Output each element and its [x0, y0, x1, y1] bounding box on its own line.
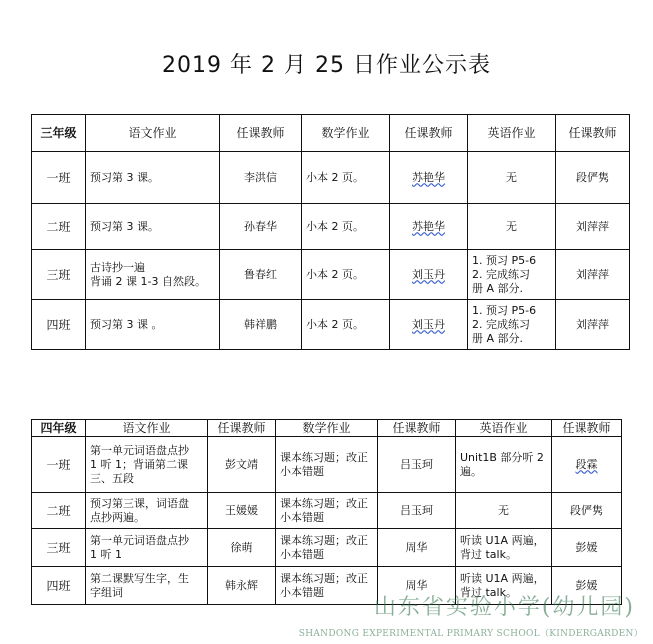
table-row	[32, 300, 630, 350]
english-homework-cell	[456, 567, 552, 605]
cell-line: 1. 预习 P5-6	[472, 303, 537, 317]
class-cell	[32, 529, 86, 567]
table-row	[32, 567, 622, 605]
math-homework-cell	[276, 567, 378, 605]
cell-text: 彭媛	[575, 540, 598, 554]
grade-header: 三年级	[32, 115, 86, 152]
cell-text: 李洪信	[244, 170, 277, 184]
english-teacher-cell	[556, 250, 630, 300]
column-header: 语文作业	[86, 420, 208, 437]
chinese-teacher-cell	[220, 300, 302, 350]
column-header: 任课教师	[208, 420, 276, 437]
cell-line: 小本错题	[280, 510, 324, 524]
math-teacher-cell	[378, 567, 456, 605]
math-teacher-cell	[390, 250, 468, 300]
cell-text: 一班	[46, 170, 71, 185]
cell-line: 2. 完成练习	[472, 317, 530, 331]
cell-text: 无	[498, 503, 509, 517]
english-teacher-cell	[552, 493, 622, 529]
grade-header: 四年级	[32, 420, 86, 437]
cell-line: 册 A 部分.	[472, 281, 524, 295]
chinese-teacher-cell	[220, 204, 302, 250]
english-homework-cell	[468, 250, 556, 300]
cell-line: 点抄两遍。	[90, 510, 145, 524]
math-teacher-cell	[378, 529, 456, 567]
cell-line: 小本错题	[280, 464, 324, 478]
cell-line: 第一单元词语盘点抄	[90, 443, 189, 457]
math-homework-cell	[276, 437, 378, 493]
column-header: 英语作业	[468, 115, 556, 152]
chinese-teacher-cell	[220, 250, 302, 300]
chinese-homework-cell	[86, 152, 220, 204]
cell-line: 三、五段	[90, 471, 134, 485]
english-teacher-cell	[556, 300, 630, 350]
cell-text: 刘萍萍	[576, 267, 609, 281]
math-homework-cell	[302, 152, 390, 204]
chinese-homework-cell	[86, 567, 208, 605]
cell-text: 小本 2 页。	[306, 317, 364, 331]
english-teacher-cell	[552, 529, 622, 567]
cell-line: 古诗抄一遍	[90, 260, 145, 274]
column-header: 数学作业	[302, 115, 390, 152]
math-homework-cell	[302, 300, 390, 350]
class-cell	[32, 493, 86, 529]
math-teacher-cell	[390, 152, 468, 204]
class-cell	[32, 437, 86, 493]
cell-line: 1 听 1	[90, 547, 122, 561]
cell-line: 课本练习题；改正	[280, 450, 368, 464]
cell-line: 小本错题	[280, 547, 324, 561]
cell-text: 吕玉珂	[400, 457, 433, 471]
cell-text: 三班	[46, 267, 71, 282]
cell-text: 吕玉珂	[400, 503, 433, 517]
cell-text: 苏艳华	[412, 219, 445, 233]
cell-text: 小本 2 页。	[306, 267, 364, 281]
english-teacher-cell	[552, 567, 622, 605]
english-homework-cell	[468, 152, 556, 204]
cell-text: 刘玉丹	[412, 267, 445, 281]
cell-text: 段俨隽	[576, 170, 609, 184]
cell-text: 苏艳华	[412, 170, 445, 184]
cell-line: 课本练习题；改正	[280, 496, 368, 510]
cell-text: 一班	[46, 457, 71, 472]
cell-line: 第二课默写生字，生	[90, 571, 189, 585]
english-teacher-cell	[552, 437, 622, 493]
class-cell	[32, 567, 86, 605]
cell-text: 韩永辉	[225, 578, 258, 592]
page-title: 2019 年 2 月 25 日作业公示表	[162, 53, 491, 78]
cell-text: 王媛媛	[225, 503, 258, 517]
cell-text: 二班	[46, 219, 71, 234]
cell-line: 背过 talk。	[460, 585, 517, 599]
column-header: 任课教师	[378, 420, 456, 437]
cell-line: 听读 U1A 两遍，	[460, 533, 545, 547]
cell-text: 无	[506, 170, 517, 184]
chinese-homework-cell	[86, 250, 220, 300]
column-header: 任课教师	[556, 115, 630, 152]
cell-text: 周华	[405, 578, 428, 592]
chinese-teacher-cell	[208, 567, 276, 605]
cell-text: 预习第 3 课 。	[90, 317, 163, 331]
table-row	[32, 250, 630, 300]
column-header: 语文作业	[86, 115, 220, 152]
cell-text: 徐萌	[230, 540, 253, 554]
cell-text: 四班	[46, 578, 71, 593]
cell-line: 预习第三课，词语盘	[90, 496, 189, 510]
table-header-row	[32, 420, 622, 437]
table-row	[32, 152, 630, 204]
table-row	[32, 529, 622, 567]
cell-text: 彭媛	[575, 578, 598, 592]
english-teacher-cell	[556, 152, 630, 204]
table-row	[32, 437, 622, 493]
math-teacher-cell	[378, 493, 456, 529]
math-homework-cell	[302, 250, 390, 300]
chinese-teacher-cell	[208, 529, 276, 567]
cell-text: 韩祥鹏	[244, 317, 277, 331]
grade3-homework-table	[31, 114, 630, 350]
watermark-english: SHANDONG EXPERIMENTAL PRIMARY SCHOOL（KINDERGARDEN）	[298, 629, 643, 639]
cell-line: Unit1B 部分听 2	[460, 450, 544, 464]
cell-text: 刘萍萍	[576, 219, 609, 233]
cell-text: 鲁春红	[244, 267, 277, 281]
column-header: 任课教师	[220, 115, 302, 152]
cell-text: 二班	[46, 503, 71, 518]
math-homework-cell	[276, 493, 378, 529]
english-homework-cell	[468, 300, 556, 350]
cell-text: 刘萍萍	[576, 317, 609, 331]
cell-line: 1. 预习 P5-6	[472, 253, 537, 267]
chinese-homework-cell	[86, 300, 220, 350]
math-teacher-cell	[390, 204, 468, 250]
cell-line: 课本练习题；改正	[280, 533, 368, 547]
cell-line: 册 A 部分.	[472, 331, 524, 345]
cell-line: 背诵 2 课 1-3 自然段。	[90, 274, 206, 288]
class-cell	[32, 250, 86, 300]
cell-text: 段霖	[575, 457, 598, 471]
cell-text: 四班	[46, 317, 71, 332]
column-header: 任课教师	[552, 420, 622, 437]
grade4-homework-table	[31, 419, 622, 605]
table-row	[32, 493, 622, 529]
cell-text: 彭文靖	[225, 457, 258, 471]
cell-text: 小本 2 页。	[306, 170, 364, 184]
cell-text: 段俨隽	[570, 503, 603, 517]
table-header-row	[32, 115, 630, 152]
english-teacher-cell	[556, 204, 630, 250]
chinese-homework-cell	[86, 529, 208, 567]
chinese-teacher-cell	[208, 493, 276, 529]
chinese-homework-cell	[86, 493, 208, 529]
cell-text: 预习第 3 课。	[90, 170, 159, 184]
math-homework-cell	[276, 529, 378, 567]
cell-line: 字组词	[90, 585, 123, 599]
english-homework-cell	[456, 493, 552, 529]
cell-line: 第一单元词语盘点抄	[90, 533, 189, 547]
english-homework-cell	[456, 437, 552, 493]
cell-line: 课本练习题；改正	[280, 571, 368, 585]
watermark-chinese: 山东省实验小学(幼儿园)	[373, 595, 635, 620]
table-row	[32, 204, 630, 250]
class-cell	[32, 152, 86, 204]
cell-text: 刘玉丹	[412, 317, 445, 331]
cell-line: 背过 talk。	[460, 547, 517, 561]
cell-line: 1 听 1；背诵第二课	[90, 457, 188, 471]
cell-line: 遍。	[460, 464, 482, 478]
cell-text: 无	[506, 219, 517, 233]
chinese-teacher-cell	[220, 152, 302, 204]
column-header: 任课教师	[390, 115, 468, 152]
chinese-homework-cell	[86, 437, 208, 493]
cell-text: 小本 2 页。	[306, 219, 364, 233]
cell-line: 听读 U1A 两遍，	[460, 571, 545, 585]
column-header: 数学作业	[276, 420, 378, 437]
english-homework-cell	[456, 529, 552, 567]
math-homework-cell	[302, 204, 390, 250]
math-teacher-cell	[378, 437, 456, 493]
math-teacher-cell	[390, 300, 468, 350]
cell-text: 预习第 3 课。	[90, 219, 159, 233]
cell-text: 周华	[405, 540, 428, 554]
chinese-teacher-cell	[208, 437, 276, 493]
column-header: 英语作业	[456, 420, 552, 437]
cell-line: 2. 完成练习	[472, 267, 530, 281]
english-homework-cell	[468, 204, 556, 250]
chinese-homework-cell	[86, 204, 220, 250]
class-cell	[32, 300, 86, 350]
cell-text: 三班	[46, 540, 71, 555]
cell-text: 孙春华	[244, 219, 277, 233]
cell-line: 小本错题	[280, 585, 324, 599]
class-cell	[32, 204, 86, 250]
